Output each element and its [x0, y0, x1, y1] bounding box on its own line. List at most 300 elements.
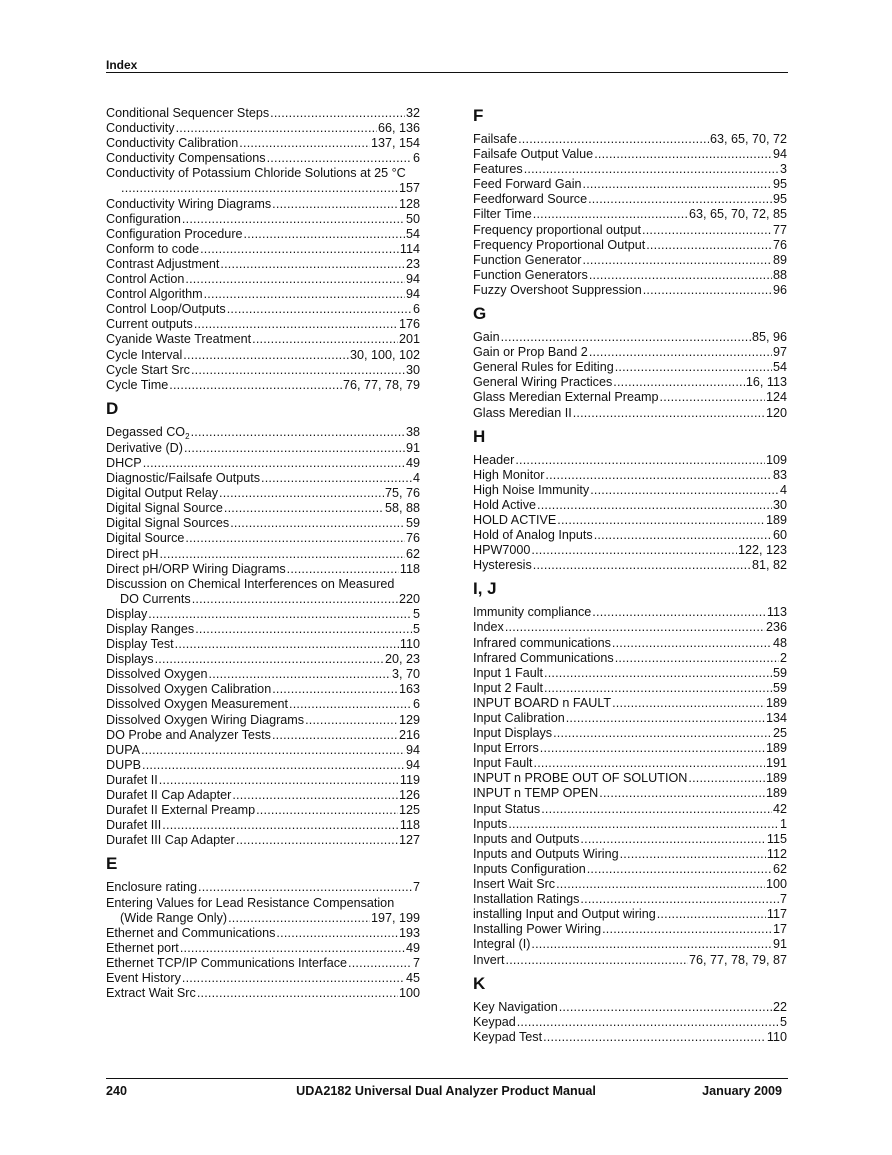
index-entry-term [106, 332, 251, 347]
index-entry [473, 877, 787, 892]
index-entry [473, 283, 787, 298]
index-entry [106, 758, 420, 773]
index-entry-line [106, 971, 420, 986]
index-entry-pages: 76 [772, 237, 787, 252]
leader-dots [175, 637, 399, 652]
index-entry-term [473, 953, 505, 968]
index-entry [473, 147, 787, 162]
index-entry-term-text: Infrared communications [473, 635, 611, 650]
index-entry-line [106, 986, 420, 1001]
index-entry [473, 817, 787, 832]
leader-dots [348, 956, 412, 971]
leader-dots [220, 257, 405, 272]
index-entry-pages: 129 [398, 712, 420, 727]
leader-dots [615, 360, 772, 375]
index-entry-term [106, 348, 182, 363]
index-entry-pages: 193 [398, 925, 420, 940]
index-entry-term-text: Feed Forward Gain [473, 177, 582, 192]
index-entry-line [473, 558, 787, 573]
index-entry-line [473, 847, 787, 862]
index-entry-term [473, 681, 543, 696]
index-entry-term-text: Enclosure rating [106, 880, 198, 895]
index-entry-line [106, 682, 420, 697]
leader-dots [176, 121, 377, 136]
index-entry-term [106, 501, 223, 516]
index-entry-term [106, 562, 286, 577]
leader-dots [236, 833, 398, 848]
index-entry-pages: 30 [772, 497, 787, 512]
index-entry-term [106, 257, 219, 272]
index-entry-term [106, 456, 142, 471]
leader-dots [204, 287, 405, 302]
index-entry-line [106, 743, 420, 758]
index-entry [106, 317, 420, 332]
index-entry-term [106, 682, 271, 697]
index-entry-line [106, 106, 420, 121]
index-entry-term [473, 253, 582, 268]
index-entry [106, 833, 420, 848]
index-entry-term-text: Configuration [106, 211, 181, 226]
index-entry-term [473, 620, 504, 635]
index-entry-term: Entering Values for Lead Resistance Compensation [106, 895, 395, 910]
index-entry-line [106, 287, 420, 302]
index-entry-pages: 63, 65, 70, 72, 85 [688, 207, 787, 222]
index-entry-pages: 189 [765, 695, 787, 710]
index-entry-line [106, 758, 420, 773]
section-letter: H [473, 426, 486, 446]
index-entry [473, 132, 787, 147]
index-entry [106, 425, 420, 441]
index-entry-term [473, 330, 500, 345]
index-entry-term [106, 622, 194, 637]
leader-dots [506, 953, 688, 968]
index-entry [106, 577, 420, 607]
index-entry-pages: 81, 82 [751, 558, 787, 573]
leader-dots [143, 456, 405, 471]
index-entry-term-text: INPUT n PROBE OUT OF SOLUTION [473, 771, 688, 786]
leader-dots [537, 498, 772, 513]
index-entry-term-text: Control Algorithm [106, 287, 203, 302]
index-entry-term-text: Invert [473, 952, 505, 967]
index-entry-pages: 25 [772, 726, 787, 741]
leader-dots [159, 547, 405, 562]
index-entry [473, 468, 787, 483]
index-entry-pages: 6 [412, 302, 420, 317]
index-entry-term-text: HPW7000 [473, 543, 531, 558]
index-entry-line [473, 253, 787, 268]
index-entry-line [473, 877, 787, 892]
leader-dots [169, 378, 342, 393]
index-entry-term [473, 726, 552, 741]
index-entry-term [473, 817, 507, 832]
index-entry-pages: 122, 123 [737, 543, 787, 558]
index-entry-term [106, 743, 140, 758]
index-entry-term [106, 833, 235, 848]
index-entry [106, 896, 420, 926]
index-entry-term [473, 1030, 542, 1045]
leader-dots [533, 558, 751, 573]
index-entry-term-text: Dissolved Oxygen Wiring Diagrams [106, 712, 305, 727]
index-entry-term-text: DO Probe and Analyzer Tests [106, 727, 271, 742]
index-entry-line [473, 666, 787, 681]
index-entry-line [106, 773, 420, 788]
index-entry-line [473, 681, 787, 696]
index-entry-line [473, 1030, 787, 1045]
index-entry [473, 681, 787, 696]
leader-dots [533, 207, 688, 222]
index-entry-term [473, 786, 598, 801]
index-entry [106, 516, 420, 531]
index-entry-line [473, 453, 787, 468]
index-entry-pages: 97 [772, 345, 787, 360]
leader-dots [182, 971, 405, 986]
index-entry-term-text: Input Fault [473, 756, 533, 771]
index-entry-term [473, 696, 611, 711]
page-header-title: Index [106, 58, 138, 72]
index-entry-pages: 119 [399, 772, 420, 787]
index-entry-term-text: Configuration Procedure [106, 226, 243, 241]
index-entry-pages: 20, 23 [384, 652, 420, 667]
index-entry-pages: 95 [772, 192, 787, 207]
index-entry-line [106, 667, 420, 682]
leader-dots [192, 592, 398, 607]
index-entry-pages: 109 [765, 452, 787, 467]
index-entry-term [473, 543, 530, 558]
index-entry [473, 711, 787, 726]
index-entry-pages: 189 [765, 512, 787, 527]
index-entry [106, 743, 420, 758]
index-entry-term-text: Dissolved Oxygen Calibration [106, 682, 272, 697]
index-entry [106, 121, 420, 136]
index-entry-term [473, 877, 555, 892]
index-entry-pages: 59 [772, 680, 787, 695]
index-entry-line [106, 637, 420, 652]
leader-dots [230, 516, 405, 531]
index-entry-line [473, 817, 787, 832]
index-entry-pages: 94 [772, 147, 787, 162]
index-entry-term-text: Durafet II External Preamp [106, 803, 256, 818]
index-entry-term [106, 287, 203, 302]
index-entry [106, 971, 420, 986]
index-entry-line [473, 390, 787, 405]
index-entry [473, 498, 787, 513]
index-entry-term-text: Dissolved Oxygen Measurement [106, 697, 288, 712]
index-entry [106, 652, 420, 667]
index-entry-term-text: Input 2 Fault [473, 680, 544, 695]
index-entry-term [106, 151, 266, 166]
index-entry-line [473, 862, 787, 877]
index-entry-line [473, 620, 787, 635]
index-entry-pages: 124 [765, 390, 787, 405]
index-entry-pages: 30, 100, 102 [349, 347, 420, 362]
index-entry-line [106, 788, 420, 803]
index-entry [106, 956, 420, 971]
index-entry-term [106, 363, 190, 378]
index-entry-pages: 134 [765, 711, 787, 725]
index-entry-term-text: Direct pH/ORP Wiring Diagrams [106, 561, 286, 576]
leader-dots [191, 425, 405, 440]
index-entry-line [106, 136, 420, 151]
index-entry [106, 348, 420, 363]
leader-dots [657, 907, 766, 922]
leader-dots [191, 363, 405, 378]
index-entry-term-text: Filter Time [473, 207, 532, 222]
footer-rule [106, 1078, 788, 1079]
index-entry-term [473, 922, 601, 937]
index-entry-pages: 66, 136 [377, 121, 420, 136]
index-entry [473, 162, 787, 177]
index-entry-line [473, 771, 787, 786]
leader-dots [276, 926, 398, 941]
index-entry-term-text: Integral (I) [473, 937, 531, 952]
leader-dots [272, 728, 398, 743]
index-entry [473, 177, 787, 192]
index-entry-pages: 216 [398, 727, 420, 742]
index-entry [473, 223, 787, 238]
index-entry-pages: 38 [405, 424, 420, 439]
index-entry-term-text: Cycle Interval [106, 347, 183, 362]
index-entry-line [473, 345, 787, 360]
leader-dots [660, 390, 765, 405]
index-entry [106, 378, 420, 393]
index-entry-term-text: installing Input and Output wiring [473, 907, 656, 922]
index-entry [106, 803, 420, 818]
index-entry-pages: 7 [779, 892, 787, 907]
index-entry-line [106, 501, 420, 516]
leader-dots [613, 375, 745, 390]
leader-dots [200, 242, 399, 257]
index-entry-line [473, 147, 787, 162]
index-entry-term [106, 728, 271, 743]
index-entry-pages: 5 [412, 606, 420, 621]
index-entry-term [106, 378, 168, 393]
index-entry-line [473, 1000, 787, 1015]
index-entry-term-text: Glass Meredian II [473, 405, 572, 420]
index-entry-term [106, 926, 275, 941]
index-entry-pages: 128 [398, 196, 420, 211]
leader-dots [198, 880, 412, 895]
index-entry-line [106, 818, 420, 833]
index-entry-term-text: Cyanide Waste Treatment [106, 332, 252, 347]
index-entry-term [473, 345, 588, 360]
index-entry-line [473, 468, 787, 483]
index-entry-pages: 89 [772, 252, 787, 267]
leader-dots [594, 528, 772, 543]
leader-dots [244, 227, 405, 242]
index-entry-term [473, 666, 543, 681]
index-entry-pages: 120 [765, 405, 787, 420]
index-entry-line [473, 375, 787, 390]
leader-dots [531, 937, 772, 952]
index-entry-term [473, 513, 556, 528]
leader-dots [566, 711, 765, 726]
index-entry [106, 166, 420, 196]
index-entry-term [106, 441, 183, 456]
index-entry [473, 406, 787, 421]
subscript: 2 [185, 431, 190, 441]
index-entry [106, 547, 420, 562]
leader-dots [524, 162, 779, 177]
index-entry [106, 788, 420, 803]
leader-dots [589, 345, 772, 360]
index-entry-term [473, 268, 588, 283]
index-entry-pages: 163 [398, 682, 420, 697]
index-entry-term [473, 177, 582, 192]
leader-dots [580, 892, 779, 907]
index-entry-pages: 7 [412, 955, 420, 970]
index-entry-line [106, 227, 420, 242]
index-entry-pages: 94 [405, 287, 420, 302]
index-entry [106, 607, 420, 622]
index-entry-pages: 2 [779, 650, 787, 665]
leader-dots [227, 302, 412, 317]
index-entry-line [473, 953, 787, 968]
footer-date: January 2009 [702, 1084, 782, 1098]
index-entry-pages: 6 [412, 151, 420, 166]
index-entry-term-text: Conductivity Compensations [106, 151, 266, 166]
index-entry-line [106, 378, 420, 393]
index-entry-line [473, 543, 787, 558]
leader-dots [501, 330, 751, 345]
index-entry-pages: 236 [765, 620, 787, 635]
index-entry [473, 375, 787, 390]
index-entry-term [473, 862, 586, 877]
index-entry-term [473, 802, 540, 817]
index-entry-pages: 91 [772, 937, 787, 952]
index-entry-line [473, 192, 787, 207]
index-entry-term-text: Cycle Start Src [106, 362, 190, 377]
index-entry-term-text: Feedforward Source [473, 192, 588, 207]
index-entry [473, 390, 787, 405]
index-entry-pages: 76, 77, 78, 79 [342, 377, 420, 392]
index-entry-pages: 220 [398, 591, 420, 606]
index-entry [106, 197, 420, 212]
index-entry-pages: 58, 88 [384, 501, 420, 516]
index-entry [473, 268, 787, 283]
index-entry-term [473, 192, 587, 207]
index-entry-line [106, 547, 420, 562]
leader-dots [180, 941, 405, 956]
index-entry-pages: 76 [405, 531, 420, 546]
index-entry [106, 302, 420, 317]
index-entry-term-text: Durafet III Cap Adapter [106, 833, 235, 848]
leader-dots [540, 741, 765, 756]
index-entry-pages: 75, 76 [384, 486, 420, 501]
index-entry-pages: 125 [398, 803, 420, 818]
leader-dots [272, 197, 398, 212]
leader-dots [515, 453, 765, 468]
leader-dots [261, 471, 412, 486]
leader-dots [224, 501, 384, 516]
leader-dots [620, 847, 766, 862]
index-entry-pages: 4 [412, 471, 420, 486]
index-entry-term-text: Input Errors [473, 741, 539, 756]
index-entry-line [106, 425, 420, 441]
index-entry-term-text: Gain [473, 330, 500, 345]
index-entry-term [106, 212, 181, 227]
index-entry-line [106, 348, 420, 363]
index-entry-term [473, 528, 593, 543]
index-entry-pages: 62 [405, 546, 420, 561]
index-entry-term-text: Control Action [106, 272, 185, 287]
leader-dots [270, 106, 405, 121]
index-entry-term-text: Digital Signal Sources [106, 516, 230, 531]
leader-dots [228, 911, 370, 926]
index-entry [473, 666, 787, 681]
index-entry-term [106, 971, 181, 986]
index-entry-term-text: Derivative (D) [106, 440, 183, 455]
leader-dots [543, 1030, 766, 1045]
index-entry-line [473, 802, 787, 817]
index-entry [106, 773, 420, 788]
index-entry-line [106, 151, 420, 166]
index-entry [106, 818, 420, 833]
index-entry [473, 330, 787, 345]
index-entry-line [106, 941, 420, 956]
index-entry-term-text: Index [473, 620, 504, 635]
index-entry-term-text: Conform to code [106, 241, 200, 256]
index-entry-pages: 88 [772, 267, 787, 282]
index-entry-term-text: Cycle Time [106, 377, 169, 392]
index-entry-line [106, 486, 420, 501]
index-entry [106, 986, 420, 1001]
leader-dots [185, 531, 405, 546]
leader-dots [590, 483, 779, 498]
index-entry-term [473, 847, 619, 862]
index-entry-line [473, 696, 787, 711]
leader-dots [559, 1000, 772, 1015]
leader-dots [642, 223, 772, 238]
index-entry [473, 528, 787, 543]
index-entry-term [473, 453, 514, 468]
index-entry-line [106, 697, 420, 712]
index-entry-line [106, 272, 420, 287]
index-entry-pages: 201 [398, 332, 420, 347]
index-entry-term-text: INPUT BOARD n FAULT [473, 695, 612, 710]
index-entry-term [106, 242, 199, 257]
index-column-left [106, 106, 420, 1001]
index-entry-pages: 176 [398, 317, 420, 332]
leader-dots [252, 332, 398, 347]
index-entry [106, 106, 420, 121]
index-entry-line [106, 212, 420, 227]
leader-dots [256, 803, 398, 818]
index-entry-term [473, 147, 593, 162]
index-entry-term-text: Ethernet TCP/IP Communications Interface [106, 955, 348, 970]
index-entry [473, 786, 787, 801]
index-entry-term [106, 547, 158, 562]
index-entry-line [473, 756, 787, 771]
index-entry-term [473, 907, 656, 922]
footer-manual-title: UDA2182 Universal Dual Analyzer Product Manual [296, 1084, 596, 1098]
index-entry-term-text: Contrast Adjustment [106, 256, 220, 271]
index-entry-term [106, 516, 229, 531]
index-entry [106, 622, 420, 637]
index-entry-term-text: Durafet II Cap Adapter [106, 788, 232, 803]
index-entry-pages: 127 [398, 833, 420, 848]
index-entry-pages: 45 [405, 970, 420, 985]
index-column-right [473, 106, 787, 1045]
index-entry-term [473, 651, 614, 666]
index-entry [106, 456, 420, 471]
index-entry [473, 345, 787, 360]
index-entry-pages: 5 [412, 622, 420, 636]
index-entry-pages: 59 [772, 665, 787, 680]
index-entry-line [106, 713, 420, 728]
index-entry-term-text: Ethernet and Communications [106, 925, 276, 940]
index-entry-term-text: Direct pH [106, 546, 159, 561]
section-letter: K [473, 973, 486, 993]
